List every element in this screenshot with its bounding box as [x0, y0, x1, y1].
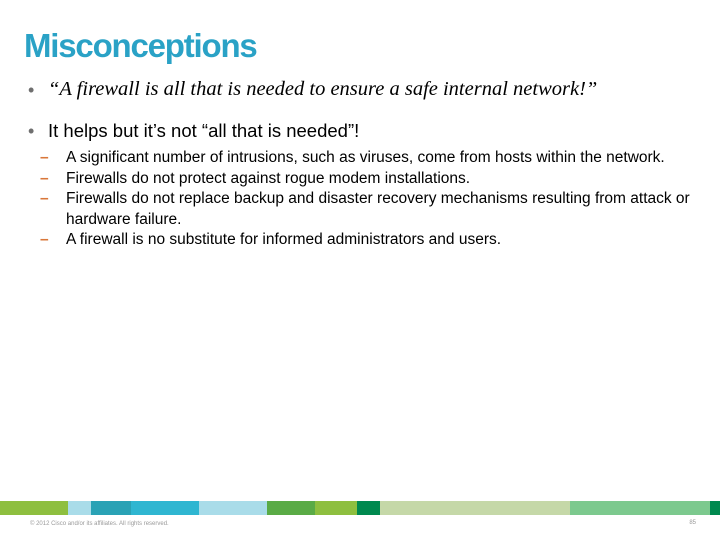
color-segment: [91, 501, 131, 515]
sub-bullet-text: Firewalls do not protect against rogue modem installations.: [66, 169, 471, 187]
color-segment: [315, 501, 357, 515]
sub-bullet-list: [40, 148, 700, 251]
sub-bullet-text: A significant number of intrusions, such as viruses, come from hosts within the network.: [66, 149, 665, 166]
color-segment: [68, 501, 91, 515]
slide-title: Misconceptions: [24, 27, 257, 64]
bullet-text-main: It helps but it’s not “all that is needed”!: [48, 120, 360, 141]
color-segment: [357, 501, 380, 515]
sub-bullet-item: [40, 148, 700, 169]
color-segment: [0, 501, 68, 515]
bullet-marker: •: [28, 80, 35, 100]
bullet-marker: •: [28, 121, 35, 141]
sub-bullet-text: A firewall is no substitute for informed administrators and users.: [66, 231, 502, 248]
sub-bullet-item: [40, 189, 700, 230]
bullet-text-quote: “A firewall is all that is needed to ensure a safe internal network!”: [48, 78, 598, 100]
color-segment: [710, 501, 720, 515]
color-segment: [267, 501, 315, 515]
footer-color-bar: [0, 501, 720, 515]
color-segment: [380, 501, 570, 515]
dash-marker: –: [40, 190, 49, 207]
copyright-notice: © 2012 Cisco and/or its affiliates. All rights reserved.: [30, 521, 169, 527]
page-number: 85: [689, 520, 696, 526]
sub-bullet-item: [40, 169, 700, 190]
sub-bullet-item: [40, 230, 700, 251]
dash-marker: –: [40, 231, 49, 248]
color-segment: [131, 501, 199, 515]
sub-bullet-text: Firewalls do not replace backup and disaster recovery mechanisms resulting from attack or hardware failure.: [66, 190, 690, 228]
color-segment: [570, 501, 710, 515]
dash-marker: –: [40, 169, 49, 187]
dash-marker: –: [40, 149, 49, 166]
color-segment: [199, 501, 267, 515]
